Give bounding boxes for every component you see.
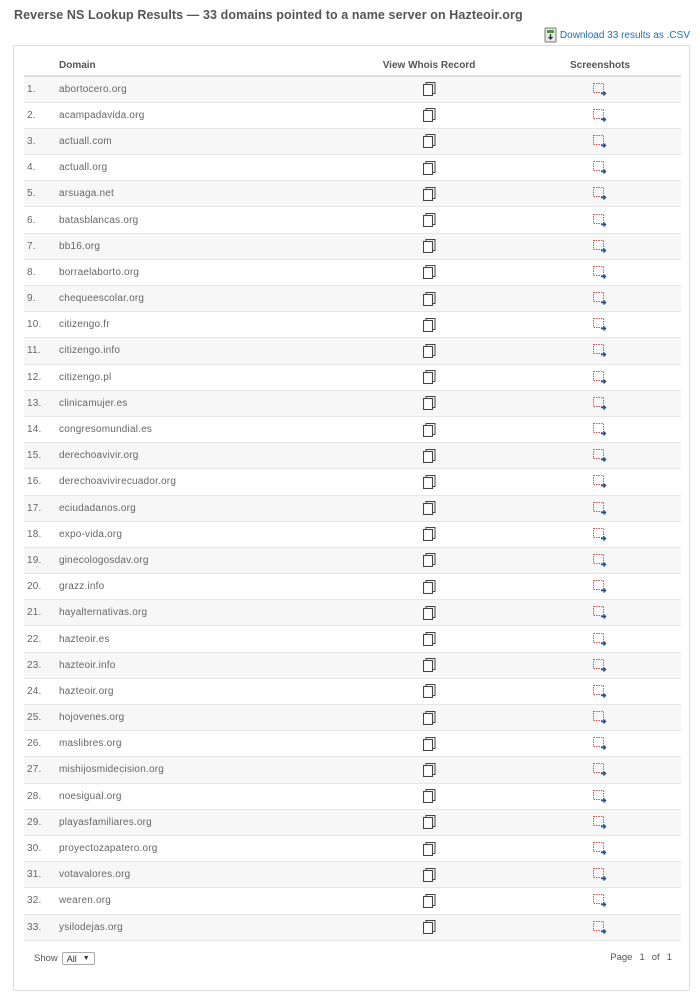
row-number: 3. [24,128,49,154]
whois-cell [339,181,519,207]
table-row [24,390,681,416]
screenshot-cell [519,678,681,704]
document-icon[interactable] [423,213,436,227]
row-number: 11. [24,338,49,364]
table-row [24,469,681,495]
whois-cell [339,128,519,154]
domain-cell: derechoavivir.org [49,443,339,469]
screenshot-cell [519,390,681,416]
whois-cell [339,835,519,861]
table-row [24,76,681,102]
page-total: 1 [666,952,672,963]
domain-cell: hojovenes.org [49,705,339,731]
table-row [24,102,681,128]
whois-cell [339,259,519,285]
page-label: Page [610,952,633,963]
domain-cell: hazteoir.es [49,626,339,652]
domain-cell: hayalternativas.org [49,600,339,626]
screenshot-icon[interactable] [593,135,607,148]
whois-cell [339,757,519,783]
row-number: 10. [24,312,49,338]
screenshot-cell [519,155,681,181]
domain-cell: ginecologosdav.org [49,547,339,573]
domain-cell: batasblancas.org [49,207,339,233]
pagination-info [610,952,672,963]
document-icon[interactable] [423,134,436,148]
screenshot-icon[interactable] [593,790,607,803]
whois-cell [339,888,519,914]
table-row [24,312,681,338]
csv-download-icon [544,27,557,43]
screenshot-icon[interactable] [593,842,607,855]
table-row [24,495,681,521]
document-icon[interactable] [423,553,436,567]
domain-cell: derechoavivirecuador.org [49,469,339,495]
table-row [24,521,681,547]
row-number: 22. [24,626,49,652]
document-icon[interactable] [423,711,436,725]
screenshot-cell [519,731,681,757]
domain-cell: expo-vida.org [49,521,339,547]
table-row [24,626,681,652]
document-icon[interactable] [423,396,436,410]
show-control [34,952,95,965]
show-select-value: All [66,953,77,964]
document-icon[interactable] [423,292,436,306]
table-row [24,364,681,390]
row-number: 19. [24,547,49,573]
table-row [24,678,681,704]
screenshot-icon[interactable] [593,633,607,646]
document-icon[interactable] [423,815,436,829]
document-icon[interactable] [423,501,436,515]
document-icon[interactable] [423,370,436,384]
screenshot-cell [519,914,681,940]
whois-cell [339,678,519,704]
document-icon[interactable] [423,475,436,489]
document-icon[interactable] [423,239,436,253]
screenshot-cell [519,181,681,207]
document-icon[interactable] [423,108,436,122]
screenshot-icon[interactable] [593,659,607,672]
whois-cell [339,731,519,757]
table-row [24,600,681,626]
document-icon[interactable] [423,842,436,856]
domain-cell: citizengo.info [49,338,339,364]
domain-cell: actuall.org [49,155,339,181]
whois-cell [339,574,519,600]
page-title: Reverse NS Lookup Results — 33 domains pointed to a name server on Hazteoir.org [14,8,523,22]
screenshot-cell [519,128,681,154]
row-number: 21. [24,600,49,626]
domain-cell: votavalores.org [49,862,339,888]
screenshot-icon[interactable] [593,868,607,881]
row-number: 13. [24,390,49,416]
screenshot-icon[interactable] [593,397,607,410]
whois-cell [339,862,519,888]
table-row [24,155,681,181]
screenshot-icon[interactable] [593,921,607,934]
whois-cell [339,809,519,835]
whois-cell [339,600,519,626]
table-row [24,783,681,809]
whois-cell [339,233,519,259]
table-row [24,574,681,600]
whois-cell [339,521,519,547]
screenshot-icon[interactable] [593,266,607,279]
screenshot-icon[interactable] [593,763,607,776]
domain-cell: actuall.com [49,128,339,154]
results-table [24,56,681,941]
chevron-down-icon: ▼ [82,955,90,962]
screenshot-cell [519,207,681,233]
document-icon[interactable] [423,868,436,882]
row-number: 7. [24,233,49,259]
screenshot-icon[interactable] [593,83,607,96]
domain-cell: acampadavida.org [49,102,339,128]
screenshot-icon[interactable] [593,449,607,462]
document-icon[interactable] [423,82,436,96]
screenshot-icon[interactable] [593,187,607,200]
page-of-label: of [651,952,660,963]
screenshot-cell [519,416,681,442]
domain-cell: maslibres.org [49,731,339,757]
table-row [24,757,681,783]
whois-cell [339,783,519,809]
screenshot-icon[interactable] [593,737,607,750]
whois-cell [339,469,519,495]
screenshot-cell [519,835,681,861]
table-row [24,705,681,731]
table-row [24,862,681,888]
screenshot-cell [519,286,681,312]
row-number: 9. [24,286,49,312]
domain-cell: wearen.org [49,888,339,914]
table-row [24,207,681,233]
row-number: 12. [24,364,49,390]
table-header-row [24,56,681,76]
screenshot-cell [519,338,681,364]
show-select[interactable] [62,952,95,965]
screenshot-icon[interactable] [593,475,607,488]
screenshot-icon[interactable] [593,711,607,724]
row-number: 18. [24,521,49,547]
screenshot-cell [519,547,681,573]
whois-cell [339,443,519,469]
screenshot-icon[interactable] [593,554,607,567]
screenshot-icon[interactable] [593,685,607,698]
row-number: 5. [24,181,49,207]
screenshot-cell [519,364,681,390]
row-number: 4. [24,155,49,181]
table-row [24,181,681,207]
document-icon[interactable] [423,684,436,698]
column-header-domain: Domain [49,56,339,76]
screenshot-cell [519,705,681,731]
screenshot-cell [519,76,681,102]
screenshot-cell [519,469,681,495]
whois-cell [339,705,519,731]
domain-cell: abortocero.org [49,76,339,102]
whois-cell [339,312,519,338]
domain-cell: clinicamujer.es [49,390,339,416]
screenshot-icon[interactable] [593,894,607,907]
table-row [24,809,681,835]
domain-cell: noesigual.org [49,783,339,809]
document-icon[interactable] [423,265,436,279]
screenshot-icon[interactable] [593,344,607,357]
document-icon[interactable] [423,344,436,358]
screenshot-cell [519,600,681,626]
document-icon[interactable] [423,449,436,463]
domain-cell: chequeescolar.org [49,286,339,312]
document-icon[interactable] [423,187,436,201]
row-number: 25. [24,705,49,731]
whois-cell [339,652,519,678]
screenshot-cell [519,757,681,783]
table-row [24,888,681,914]
table-row [24,652,681,678]
document-icon[interactable] [423,789,436,803]
results-panel [13,45,690,991]
whois-cell [339,495,519,521]
domain-cell: proyectozapatero.org [49,835,339,861]
whois-cell [339,364,519,390]
domain-cell: playasfamiliares.org [49,809,339,835]
screenshot-cell [519,783,681,809]
whois-cell [339,102,519,128]
row-number: 14. [24,416,49,442]
row-number: 24. [24,678,49,704]
document-icon[interactable] [423,632,436,646]
whois-cell [339,76,519,102]
domain-cell: mishijosmidecision.org [49,757,339,783]
screenshot-icon[interactable] [593,528,607,541]
table-row [24,233,681,259]
table-row [24,259,681,285]
screenshot-cell [519,495,681,521]
row-number: 28. [24,783,49,809]
row-number: 20. [24,574,49,600]
row-number: 2. [24,102,49,128]
domain-cell: grazz.info [49,574,339,600]
row-number: 31. [24,862,49,888]
whois-cell [339,547,519,573]
screenshot-cell [519,102,681,128]
row-number: 23. [24,652,49,678]
show-label: Show [34,953,58,964]
row-number: 30. [24,835,49,861]
screenshot-icon[interactable] [593,318,607,331]
screenshot-icon[interactable] [593,580,607,593]
screenshot-cell [519,862,681,888]
screenshot-cell [519,574,681,600]
screenshot-icon[interactable] [593,606,607,619]
column-header-number [24,56,49,76]
row-number: 1. [24,76,49,102]
screenshot-icon[interactable] [593,214,607,227]
domain-cell: citizengo.pl [49,364,339,390]
table-row [24,914,681,940]
document-icon[interactable] [423,606,436,620]
whois-cell [339,914,519,940]
screenshot-cell [519,888,681,914]
row-number: 15. [24,443,49,469]
column-header-screenshots: Screenshots [519,56,681,76]
row-number: 8. [24,259,49,285]
screenshot-icon[interactable] [593,161,607,174]
whois-cell [339,416,519,442]
domain-cell: citizengo.fr [49,312,339,338]
domain-cell: congresomundial.es [49,416,339,442]
row-number: 16. [24,469,49,495]
document-icon[interactable] [423,527,436,541]
screenshot-icon[interactable] [593,240,607,253]
screenshot-icon[interactable] [593,109,607,122]
whois-cell [339,207,519,233]
document-icon[interactable] [423,423,436,437]
whois-cell [339,338,519,364]
row-number: 33. [24,914,49,940]
table-row [24,547,681,573]
table-row [24,128,681,154]
table-row [24,731,681,757]
domain-cell: hazteoir.info [49,652,339,678]
document-icon[interactable] [423,658,436,672]
row-number: 6. [24,207,49,233]
download-csv-link[interactable] [544,26,690,44]
screenshot-icon[interactable] [593,502,607,515]
document-icon[interactable] [423,318,436,332]
whois-cell [339,390,519,416]
table-row [24,416,681,442]
screenshot-icon[interactable] [593,371,607,384]
document-icon[interactable] [423,161,436,175]
screenshot-cell [519,626,681,652]
screenshot-icon[interactable] [593,816,607,829]
document-icon[interactable] [423,737,436,751]
column-header-whois: View Whois Record [339,56,519,76]
screenshot-cell [519,259,681,285]
screenshot-icon[interactable] [593,292,607,305]
domain-cell: hazteoir.org [49,678,339,704]
screenshot-cell [519,312,681,338]
row-number: 27. [24,757,49,783]
document-icon[interactable] [423,894,436,908]
screenshot-icon[interactable] [593,423,607,436]
domain-cell: bb16.org [49,233,339,259]
page-current: 1 [639,952,645,963]
screenshot-cell [519,233,681,259]
domain-cell: borraelaborto.org [49,259,339,285]
table-row [24,443,681,469]
table-row [24,835,681,861]
row-number: 32. [24,888,49,914]
document-icon[interactable] [423,580,436,594]
results-table-body [24,76,681,940]
screenshot-cell [519,443,681,469]
whois-cell [339,626,519,652]
row-number: 17. [24,495,49,521]
screenshot-cell [519,521,681,547]
screenshot-cell [519,652,681,678]
domain-cell: arsuaga.net [49,181,339,207]
document-icon[interactable] [423,763,436,777]
table-row [24,338,681,364]
whois-cell [339,286,519,312]
download-csv-label[interactable]: Download 33 results as .CSV [559,29,690,41]
screenshot-cell [519,809,681,835]
domain-cell: ysilodejas.org [49,914,339,940]
row-number: 29. [24,809,49,835]
document-icon[interactable] [423,920,436,934]
row-number: 26. [24,731,49,757]
whois-cell [339,155,519,181]
table-row [24,286,681,312]
domain-cell: eciudadanos.org [49,495,339,521]
